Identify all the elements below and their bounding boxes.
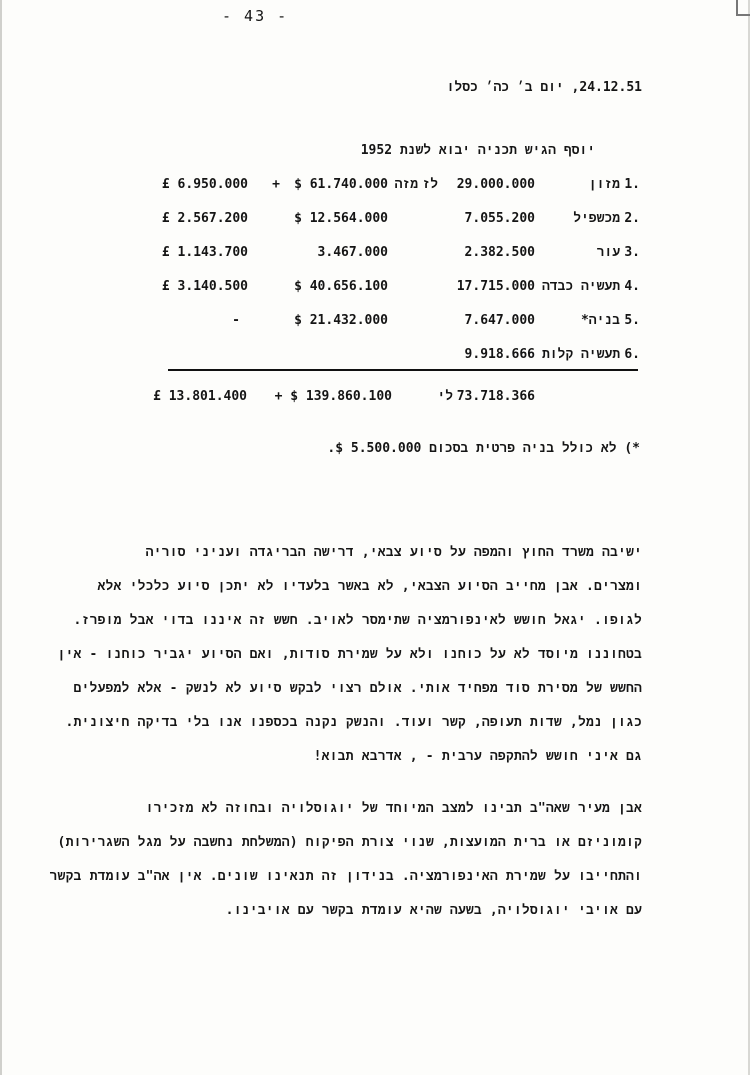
row-number: 1.: [624, 177, 640, 192]
row-value-c2: $ 21.432.000: [294, 313, 388, 328]
row-value-c1: 7.055.200: [464, 211, 535, 226]
row-value-c2: $ 40.656.100: [294, 279, 388, 294]
total-note-c1: לי: [437, 389, 453, 404]
row-label: מכשפיל: [573, 211, 620, 226]
row-number: 3.: [624, 245, 640, 260]
date-line: 24.12.51, יום ב׳ כה׳ כסלו: [446, 80, 642, 95]
footnote: *) לא כולל בניה פרטית בסכום 5.500.000 $.: [327, 441, 640, 456]
paragraph-line: גם איני חושש להתקפה ערבית - , אדרבא תבוא!: [313, 749, 642, 764]
paragraph-line: אבן מעיר שאה"ב תבינו למצב המיוחד של יוגוסלויה ובחוזה לא מזכירו: [145, 801, 642, 816]
row-value-c1: 29.000.000: [456, 177, 535, 192]
row-value-c1: 2.382.500: [464, 245, 535, 260]
row-number: 5.: [624, 313, 640, 328]
row-value-c1: 7.647.000: [464, 313, 535, 328]
paragraph-line: ומצרים. אבן מחייב הסיוע הצבאי, לא באשר בלעדיו לא יתכן סיוע כלכלי אלא: [97, 579, 642, 594]
row-number: 4.: [624, 279, 640, 294]
paragraph-line: בטחוננו מיוסד לא על כוחנו ולא על שמירת סודות, ואם הסיוע יגביר כוחנו - אין: [57, 647, 642, 662]
row-label: בניה*: [580, 313, 620, 328]
row-value-c2: 3.467.000: [317, 245, 388, 260]
row-value-c3: £ 2.567.200: [161, 211, 248, 226]
scan-edge-left: [0, 0, 2, 1075]
paragraph-line: והתחייבו על שמירת האינפורמציה. בנידון זה תנאינו שונים. אין אה"ב עומדת בקשר: [49, 869, 642, 884]
row-value-c3: -: [232, 313, 240, 328]
page-number: - 43 -: [222, 7, 289, 25]
total-value-c1: 73.718.366: [456, 389, 535, 404]
row-number: 6.: [624, 347, 640, 362]
row-value-c3: £ 1.143.700: [161, 245, 248, 260]
paragraph-line: כגון נמל, שדות תעופה, קשר ועוד. והנשק נקנה בכספנו אנו בלי בדיקה חיצונית.: [65, 715, 642, 730]
total-value-c3: £ 13.801.400: [153, 389, 247, 404]
row-label: מזון: [588, 177, 620, 192]
total-value-c2: + $ 139.860.100: [274, 389, 392, 404]
row-value-c2: $ 61.740.000: [294, 177, 388, 192]
paragraph-line: לגופו. יגאל חושש לאינפורמציה שתימסר לאויב. חשש זה איננו בדוי אבל מופרז.: [73, 613, 642, 628]
paragraph-line: קומוניזם או ברית המועצות, שנוי צורת הפיקוח (המשלחת נחשבה על מגל השגרירות): [57, 835, 642, 850]
total-rule: [168, 369, 638, 371]
paragraph-line: ישיבה משרד החוץ והמפה על סיוע צבאי, דרישה הבריגדה ועניני סוריה: [145, 545, 642, 560]
paragraph-line: החשש של מסירת סוד מפחיד אותי. אולם רצוי לבקש סיוע לא לנשק - אלא למפעלים: [73, 681, 642, 696]
row-number: 2.: [624, 211, 640, 226]
row-label: תעשיה כבדה: [541, 279, 620, 294]
row-value-c1: 17.715.000: [456, 279, 535, 294]
paragraph-line: עם אויבי יוגוסלויה, בשעה שהיא עומדת בקשר עם אויבינו.: [225, 903, 642, 918]
row-note-c1: לז: [422, 177, 438, 192]
row-value-c3: £ 3.140.500: [161, 279, 248, 294]
row-label: תעשיה קלות: [541, 347, 620, 362]
row-note-c2: מזה: [394, 177, 418, 192]
row-plus-sign: +: [272, 177, 280, 192]
row-value-c1: 9.918.666: [464, 347, 535, 362]
table-title: יוסף הגיש תכניה יבוא לשנת 1952: [360, 143, 595, 158]
row-value-c2: $ 12.564.000: [294, 211, 388, 226]
scan-corner-mark: [736, 0, 750, 16]
row-label: עור: [596, 245, 620, 260]
row-value-c3: £ 6.950.000: [161, 177, 248, 192]
